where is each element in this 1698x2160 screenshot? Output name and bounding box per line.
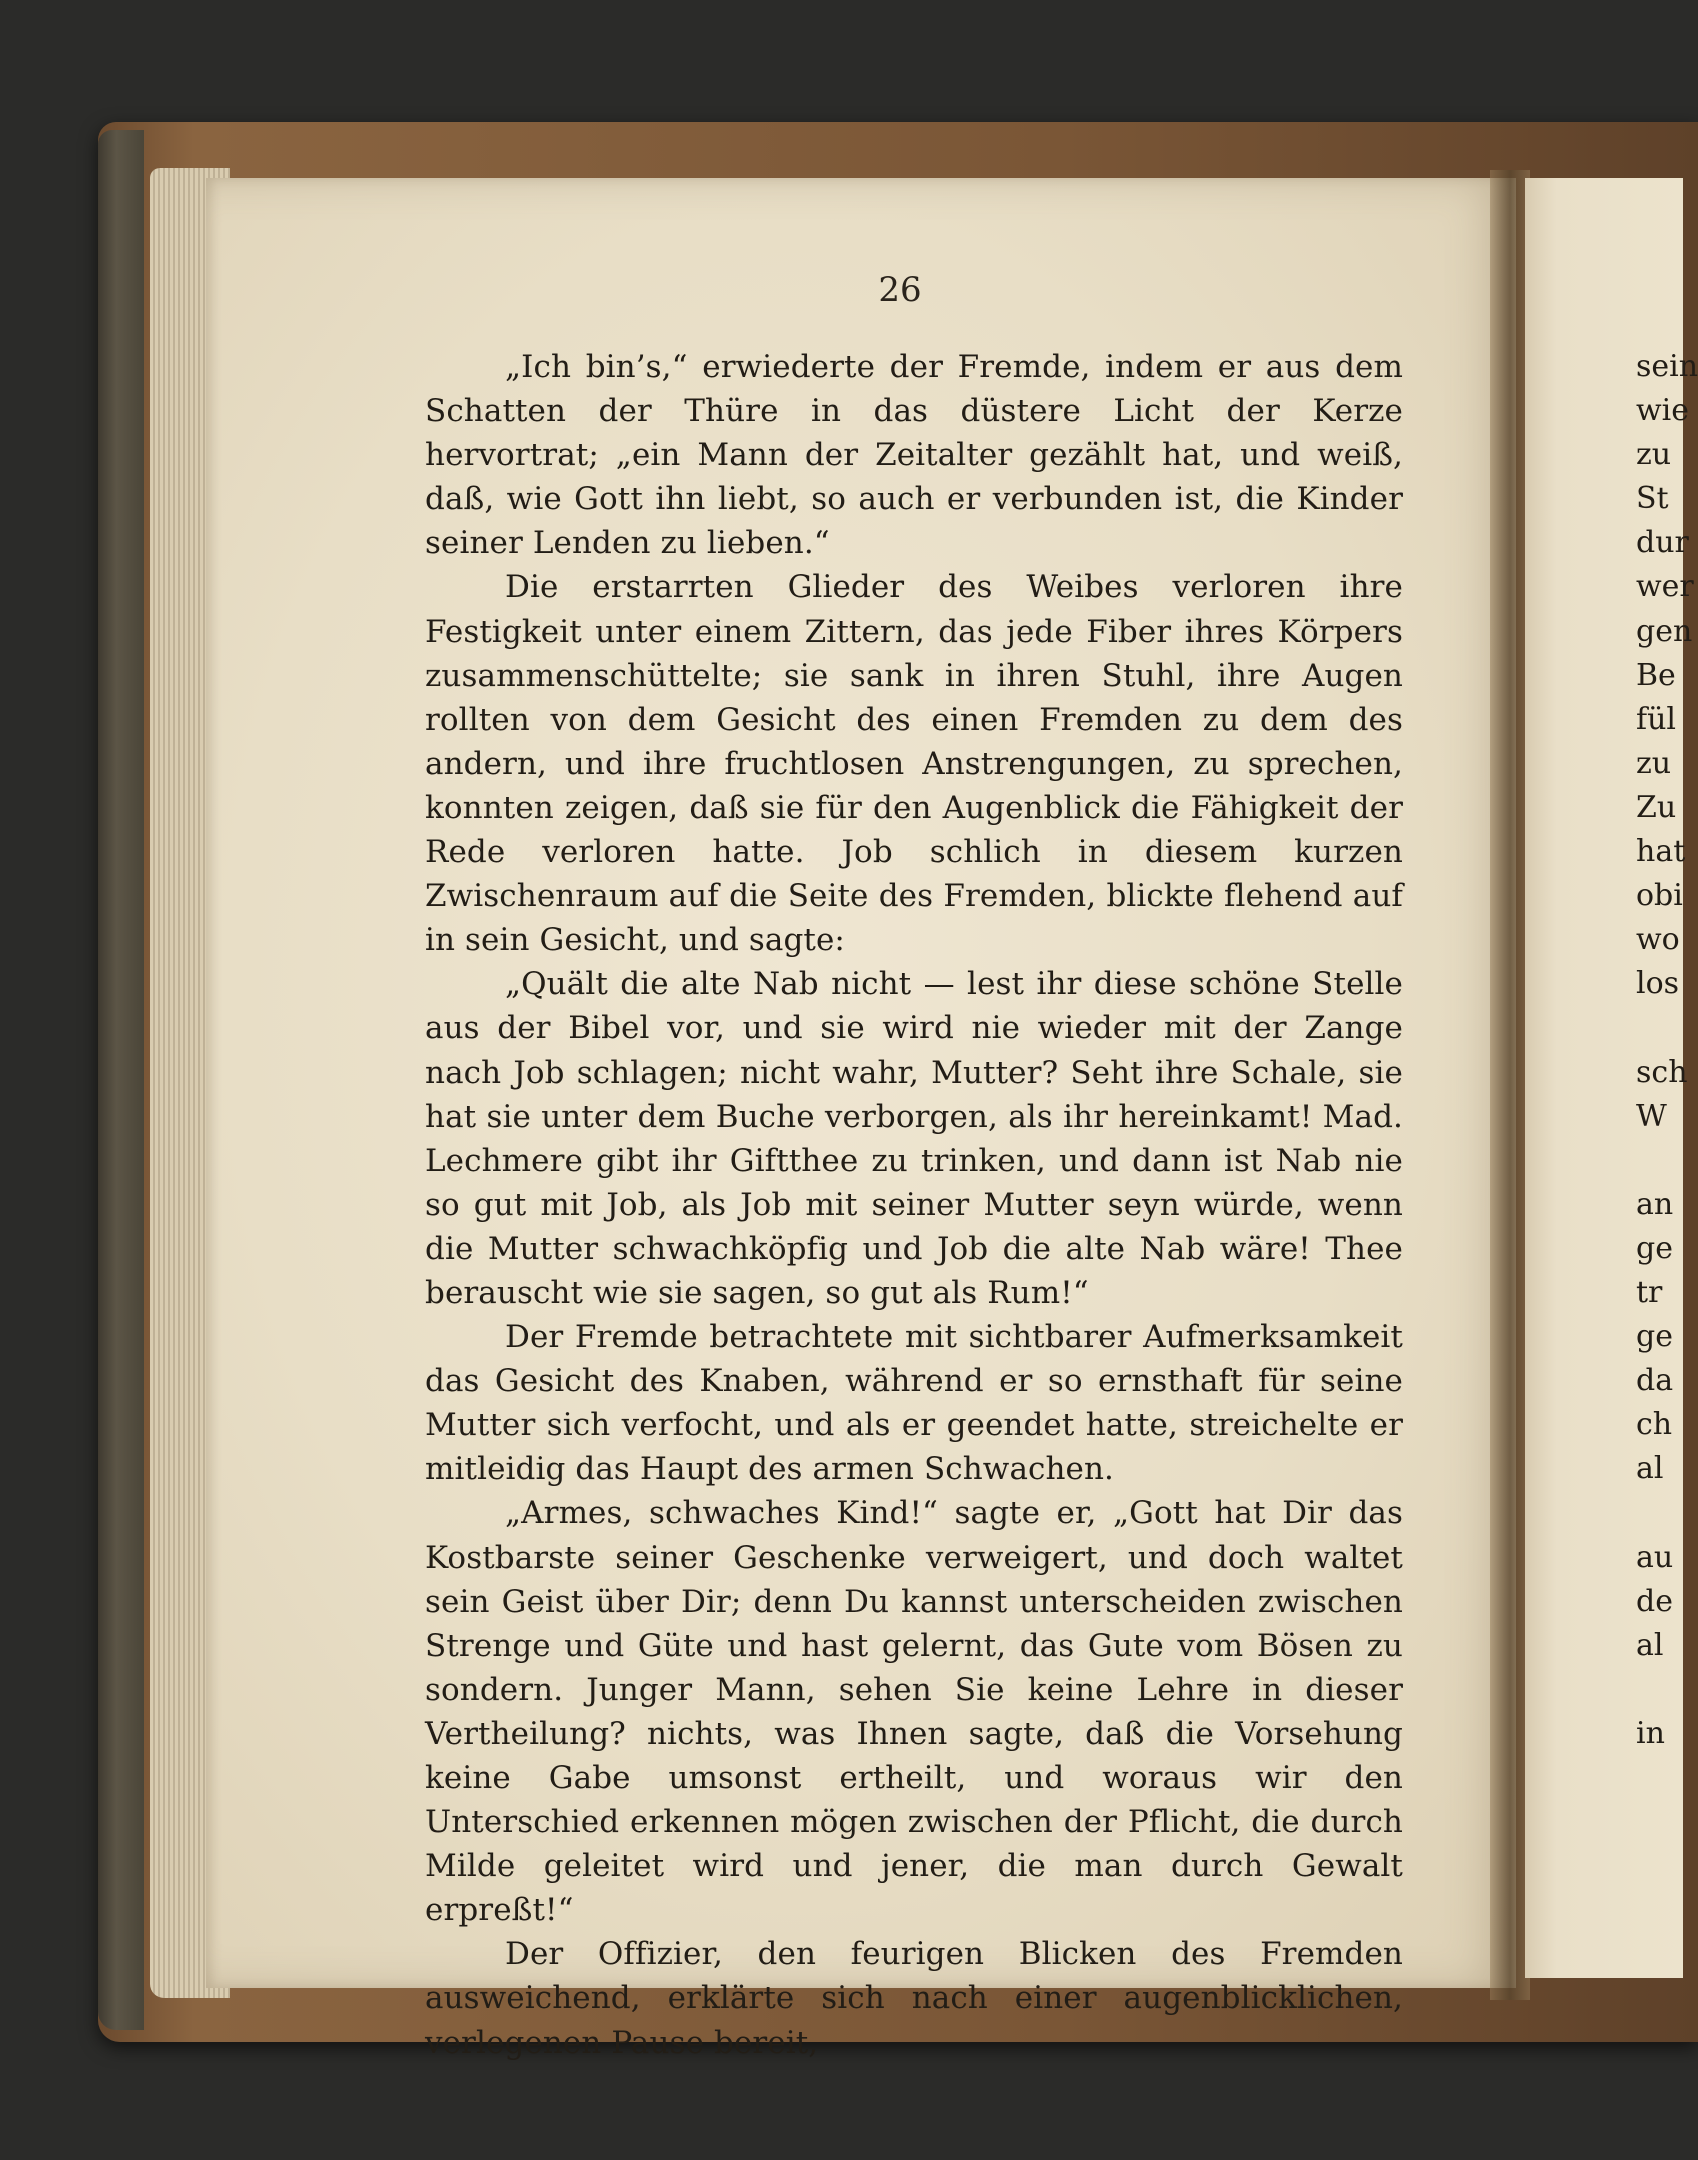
book-gutter — [1490, 170, 1530, 2000]
right-page-line: al — [1636, 1451, 1664, 1487]
right-page-line: wie — [1636, 393, 1690, 429]
paragraph: Der Offizier, den feurigen Blicken des Fremden ausweichend, erklärte sich nach einer augenblicklichen, verlegenen Pause bereit, — [425, 1936, 1403, 2061]
right-page-line — [1636, 1006, 1696, 1050]
right-page-line: zu — [1636, 745, 1672, 781]
paragraph: Der Fremde betrachtete mit sichtbarer Aufmerksamkeit das Gesicht des Knaben, während er so ernsthaft für seine Mutter sich verfocht, und als er geendet hatte, streichelte er mitleidig das Haupt des armen Schwachen. — [425, 1319, 1403, 1488]
right-page-line: hat — [1636, 834, 1686, 870]
right-page-line: Zu — [1636, 789, 1677, 825]
right-page-line: ge — [1636, 1230, 1673, 1266]
paragraph: „Ich bin’s,“ erwiederte der Fremde, indem er aus dem Schatten der Thüre in das düstere Licht der Kerze hervortrat; „ein Mann der Zeitalter gezählt hat, und weiß, daß, wie Gott ihn liebt, so auch er verbunden ist, die Kinder seiner Lenden zu lieben.“ — [425, 349, 1403, 562]
book-spine — [98, 130, 144, 2030]
right-page-line: gen — [1636, 613, 1693, 649]
right-page-line: fül — [1636, 701, 1677, 737]
right-page-line: ge — [1636, 1319, 1673, 1355]
paragraph: „Quält die alte Nab nicht — lest ihr diese schöne Stelle aus der Bibel vor, und sie wird nie wieder mit der Zange nach Job schlagen; nicht wahr, Mutter? Seht ihre Schale, sie hat sie unter dem Buche verborgen, als ihr hereinkamt! Mad. Lechmere gibt ihr Giftthee zu trinken, und dann ist Nab nie so gut mit Job, als Job mit seiner Mutter seyn würde, wenn die Mutter schwachköpfig und Job die alte Nab wäre! Thee berauscht wie sie sagen, so gut als Rum!“ — [425, 966, 1403, 1311]
right-page-line: ch — [1636, 1407, 1673, 1443]
right-page-line: zu — [1636, 437, 1672, 473]
right-page-line — [1636, 1139, 1696, 1183]
right-page-line: wer — [1636, 569, 1694, 605]
right-page-line: St — [1636, 481, 1669, 517]
right-page-line: sein — [1636, 349, 1698, 384]
right-page-line — [1636, 1491, 1696, 1535]
right-page-line: Be — [1636, 657, 1676, 693]
right-page-line: W — [1636, 1098, 1667, 1134]
right-page-line: au — [1636, 1539, 1674, 1575]
right-page-line: an — [1636, 1186, 1674, 1222]
right-page-line: al — [1636, 1627, 1664, 1663]
right-page-line: in — [1636, 1715, 1665, 1751]
right-page-line — [1636, 1668, 1696, 1712]
right-page-line: tr — [1636, 1274, 1663, 1310]
paragraph: Die erstarrten Glieder des Weibes verloren ihre Festigkeit unter einem Zittern, das jede Fiber ihres Körpers zusammenschüttelte; sie sank in ihren Stuhl, ihre Augen rollten von dem Gesicht des einen Fremden zu dem des andern, und ihre fruchtlosen Anstrengungen, zu sprechen, konnten zeigen, daß sie für den Augenblick die Fähigkeit der Rede verloren hatte. Job schlich in diesem kurzen Zwischenraum auf die Seite des Fremden, blickte flehend auf in sein Gesicht, und sagte: — [425, 569, 1403, 959]
right-page-line: los — [1636, 966, 1680, 1002]
page-number: 26 — [878, 270, 922, 310]
right-page-line: obi — [1636, 878, 1683, 914]
right-page-line: de — [1636, 1583, 1673, 1619]
right-page-line: dur — [1636, 525, 1689, 561]
right-page-line: sch — [1636, 1054, 1688, 1090]
right-page-text — [1636, 345, 1696, 1756]
body-text — [425, 345, 1403, 2065]
paragraph: „Armes, schwaches Kind!“ sagte er, „Gott hat Dir das Kostbarste seiner Geschenke verweigert, und doch waltet sein Geist über Dir; denn Du kannst unterscheiden zwischen Strenge und Güte und hast gelernt, das Gute vom Bösen zu sondern. Junger Mann, sehen Sie keine Lehre in dieser Vertheilung? nichts, was Ihnen sagte, daß die Vorsehung keine Gabe umsonst ertheilt, und woraus wir den Unterschied erkennen mögen zwischen der Pflicht, die durch Milde geleitet wird und jener, die man durch Gewalt erpreßt!“ — [425, 1495, 1403, 1929]
right-page-line: da — [1636, 1363, 1674, 1399]
right-page-line: wo — [1636, 922, 1680, 958]
